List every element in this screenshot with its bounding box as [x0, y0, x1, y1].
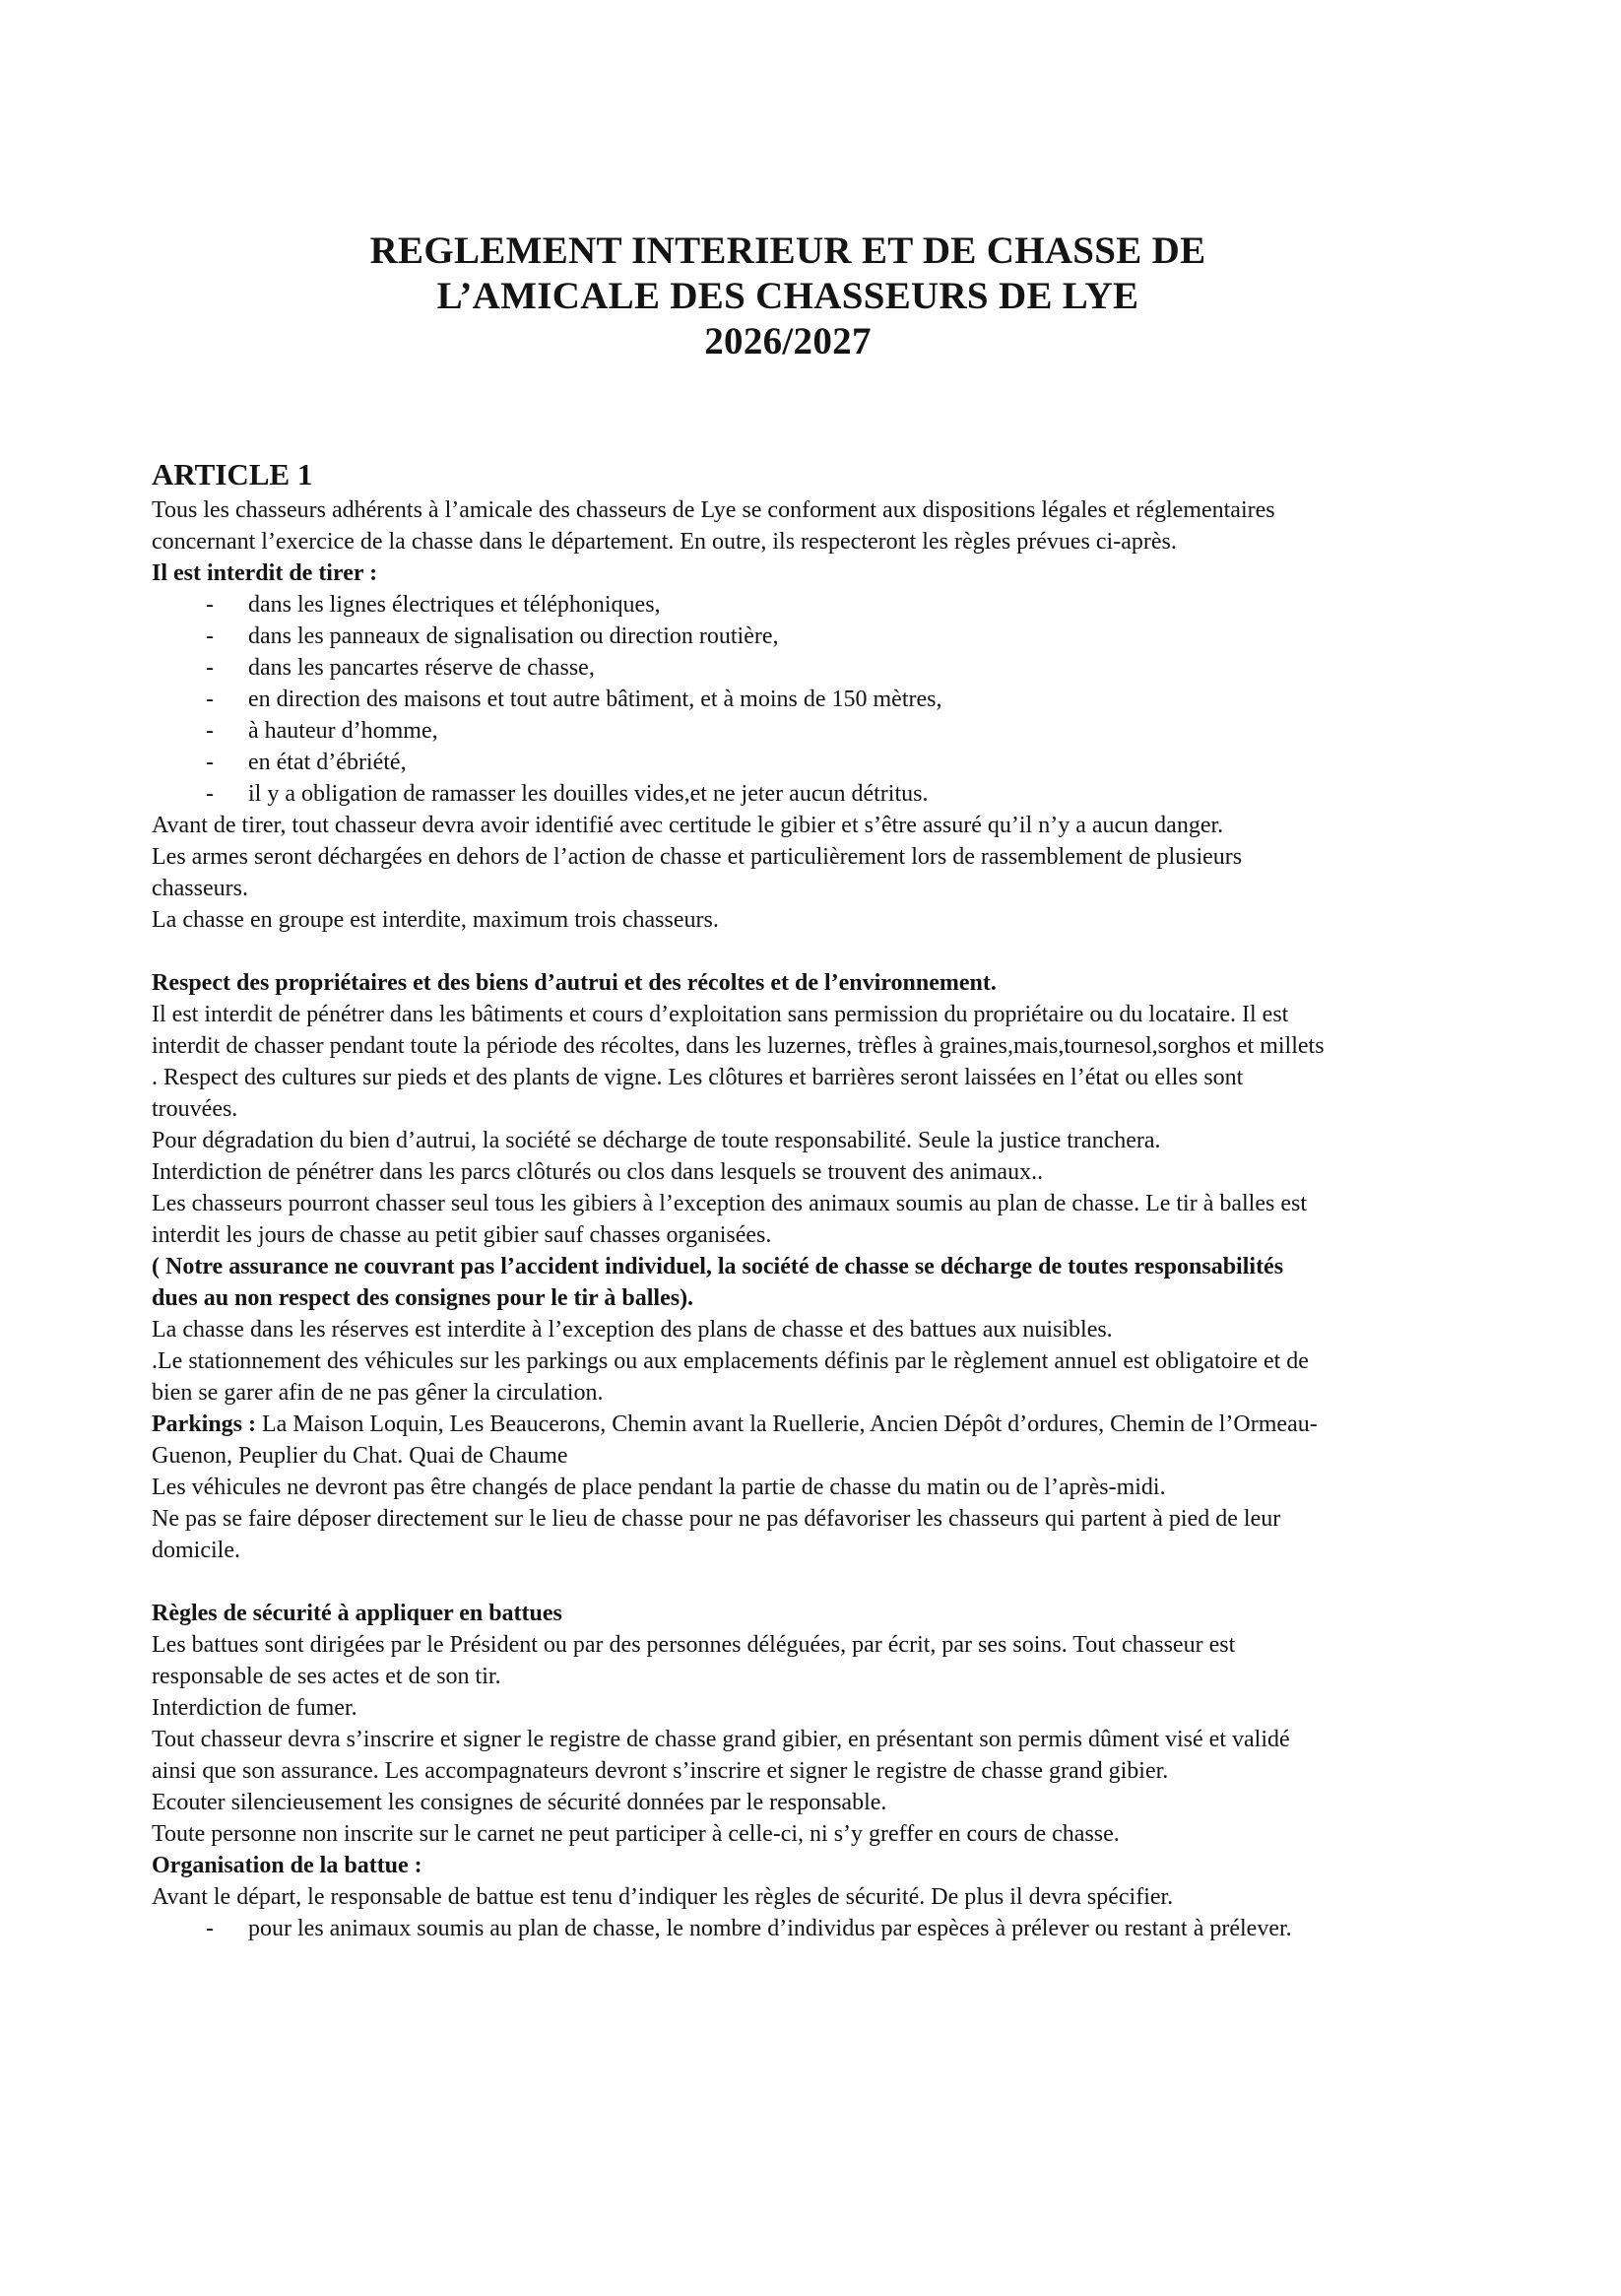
respect-paragraph-2: Pour dégradation du bien d’autrui, la société se décharge de toute responsabilité. Seule la justice tranchera. — [152, 1128, 1161, 1153]
respect-paragraph-4: Les chasseurs pourront chasser seul tous les gibiers à l’exception des animaux soumis au plan de chasse. Le tir à balles est interdit les jours de chasse au petit gibier sauf chasses organisées. — [152, 1191, 1307, 1248]
respect-paragraph-1: Il est interdit de pénétrer dans les bâtiments et cours d’exploitation sans permission du propriétaire ou du locataire. Il est interdit de chasser pendant toute la période des récoltes, dans les luzernes, trèfles à graines,mais,tournesol,sorghos et millets . Respect des cultures sur pieds et des plants de vigne. Les clôtures et barrières seront laissées en l’état ou elles sont trouvées. — [152, 1002, 1325, 1122]
title-line-1: REGLEMENT INTERIEUR ET DE CHASSE DE — [369, 230, 1206, 272]
list-item: - à hauteur d’homme, — [152, 715, 1333, 747]
list-item: - dans les lignes électriques et téléphoniques, — [152, 589, 1333, 621]
respect-paragraph-6: .Le stationnement des véhicules sur les parkings ou aux emplacements définis par le règlement annuel est obligatoire et de bien se garer afin de ne pas gêner la circulation. — [152, 1348, 1309, 1406]
respect-paragraph-8: Ne pas se faire déposer directement sur le lieu de chasse pour ne pas défavoriser les chasseurs qui partent à pied de leur domicile. — [152, 1506, 1281, 1563]
securite-heading: Règles de sécurité à appliquer en battues — [152, 1601, 562, 1626]
parkings-label: Parkings : — [152, 1411, 257, 1437]
list-item: - il y a obligation de ramasser les douilles vides,et ne jeter aucun détritus. — [152, 778, 1333, 810]
list-item: - pour les animaux soumis au plan de chasse, le nombre d’individus par espèces à prélever ou restant à prélever. — [152, 1913, 1333, 1944]
respect-paragraph-5: La chasse dans les réserves est interdite à l’exception des plans de chasse et des battues aux nuisibles. — [152, 1317, 1113, 1343]
list-item: - dans les panneaux de signalisation ou direction routière, — [152, 621, 1333, 652]
securite-paragraph-2: Interdiction de fumer. — [152, 1695, 357, 1721]
paragraph-identify: Avant de tirer, tout chasseur devra avoir identifié avec certitude le gibier et s’être assuré qu’il n’y a aucun danger. — [152, 813, 1224, 838]
respect-heading: Respect des propriétaires et des biens d’autrui et des récoltes et de l’environnement. — [152, 970, 997, 996]
list-item: - dans les pancartes réserve de chasse, — [152, 652, 1333, 684]
respect-paragraph-7: Les véhicules ne devront pas être changés de place pendant la partie de chasse du matin ou de l’après-midi. — [152, 1475, 1166, 1500]
list-item: - en direction des maisons et tout autre bâtiment, et à moins de 150 mètres, — [152, 684, 1333, 715]
securite-paragraph-1: Les battues sont dirigées par le Président ou par des personnes déléguées, par écrit, par ses soins. Tout chasseur est responsable de ses actes et de son tir. — [152, 1632, 1236, 1689]
section-spacer — [152, 936, 1333, 967]
organisation-heading: Organisation de la battue : — [152, 1853, 422, 1878]
article-1-heading: ARTICLE 1 — [152, 457, 313, 492]
title-line-2: L’AMICALE DES CHASSEURS DE LYE — [436, 275, 1139, 317]
document-title — [295, 229, 1280, 364]
insurance-notice: ( Notre assurance ne couvrant pas l’accident individuel, la société de chasse se décharge de toutes responsabilités dues au non respect des consignes pour le tir à balles). — [152, 1254, 1284, 1311]
article-1-intro: Tous les chasseurs adhérents à l’amicale des chasseurs de Lye se conforment aux dispositions légales et réglementaires concernant l’exercice de la chasse dans le département. En outre, ils respecteront les règles prévues ci-après. — [152, 497, 1275, 555]
securite-paragraph-3: Tout chasseur devra s’inscrire et signer le registre de chasse grand gibier, en présentant son permis dûment visé et validé ainsi que son assurance. Les accompagnateurs devront s’inscrire et signer le registre de chasse grand gibier. — [152, 1727, 1290, 1784]
organisation-list — [152, 1913, 1333, 1944]
section-spacer — [152, 1566, 1333, 1598]
paragraph-groupe: La chasse en groupe est interdite, maximum trois chasseurs. — [152, 907, 719, 933]
document-body — [152, 455, 1333, 1944]
securite-paragraph-5: Toute personne non inscrite sur le carnet ne peut participer à celle-ci, ni s’y greffer en cours de chasse. — [152, 1821, 1120, 1847]
paragraph-armes: Les armes seront déchargées en dehors de l’action de chasse et particulièrement lors de rassemblement de plusieurs chasseurs. — [152, 844, 1243, 901]
parkings-paragraph — [152, 1409, 1333, 1472]
interdit-list — [152, 589, 1333, 810]
interdit-heading: Il est interdit de tirer : — [152, 560, 378, 586]
list-item: - en état d’ébriété, — [152, 747, 1333, 778]
title-year: 2026/2027 — [704, 320, 872, 362]
organisation-paragraph: Avant le départ, le responsable de battue est tenu d’indiquer les règles de sécurité. De plus il devra spécifier. — [152, 1884, 1174, 1910]
respect-paragraph-3: Interdiction de pénétrer dans les parcs clôturés ou clos dans lesquels se trouvent des animaux.. — [152, 1159, 1044, 1185]
securite-paragraph-4: Ecouter silencieusement les consignes de sécurité données par le responsable. — [152, 1790, 887, 1815]
parkings-list: La Maison Loquin, Les Beaucerons, Chemin avant la Ruellerie, Ancien Dépôt d’ordures, Chemin de l’Ormeau-Guenon, Peuplier du Chat. Quai de Chaume — [152, 1411, 1318, 1469]
